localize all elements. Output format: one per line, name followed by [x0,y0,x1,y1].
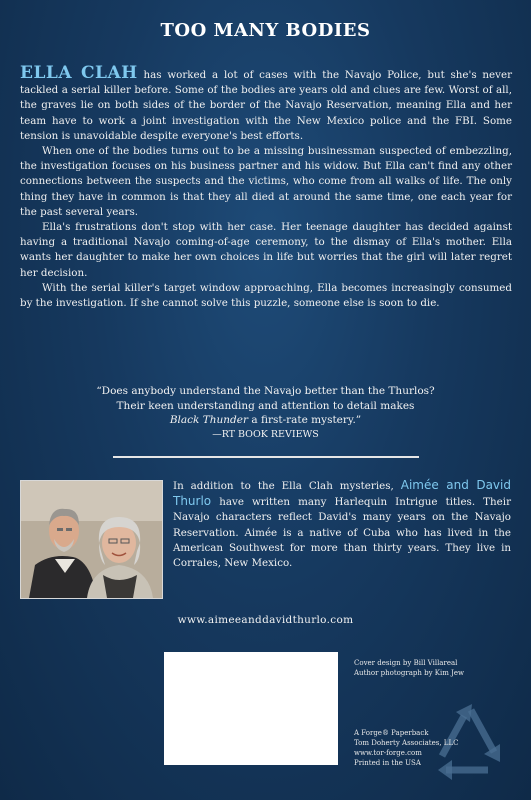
quote-source: —RT BOOK REVIEWS [212,428,319,440]
author-bio-intro: In addition to the Ella Clah mysteries, [173,480,401,492]
synopsis-paragraph-1 [20,63,512,144]
author-photo [20,480,163,599]
publisher-info [354,728,504,768]
quote-line-3-text: a first-rate mystery.” [248,414,362,427]
author-names: Aimée and David Thurlo [173,478,511,509]
synopsis [20,63,512,311]
synopsis-paragraph-1-text: has worked a lot of cases with the Navajo Police, but she's never tackled a serial killer before. Some of the bodies are years old and clues are few. Worst of all, the graves lie on both sides of the border of the Navajo Reservation, meaning Ella and her team have to work a joint investigation with the New Mexico police and the FBI. Some tension is unavoidable despite everyone's best efforts. [20,69,512,142]
quoted-book-title: Black Thunder [169,414,249,427]
synopsis-paragraph-3: Ella's frustrations don't stop with her case. Her teenage daughter has decided against having a traditional Navajo coming-of-age ceremony, to the dismay of Ella's mother. Ella wants her daughter to make her own choices in life but worries that the girl will later regret her decision. [20,221,512,279]
publisher-line-2: Tom Doherty Associates, LLC [354,739,459,747]
section-divider [113,456,419,458]
synopsis-paragraph-2: When one of the bodies turns out to be a missing businessman suspected of embezzling, the investigation focuses on his business partner and his widow. But Ella can't find any other connections between the suspects and the victims, who come from all walks of life. The only thing they have in common is that they all died at around the same time, one each year for the past several years. [20,145,512,218]
author-website[interactable]: www.aimeeanddavidthurlo.com [177,614,354,626]
review-quote [40,384,491,442]
quote-line-2: Their keen understanding and attention to detail makes [116,399,415,412]
book-title: TOO MANY BODIES [160,20,371,41]
protagonist-name: ELLA CLAH [20,63,138,83]
publisher-website[interactable]: www.tor-forge.com [354,749,422,757]
printed-in: Printed in the USA [354,759,421,767]
synopsis-paragraph-4: With the serial killer's target window approaching, Ella becomes increasingly consumed by the investigation. If she cannot solve this puzzle, someone else is soon to die. [20,281,512,310]
cover-design-credit: Cover design by Bill Villareal [354,659,458,667]
author-photo-credit: Author photograph by Kim Jew [354,669,465,677]
author-bio-text: have written many Harlequin Intrigue titles. Their Navajo characters reflect David's many years on the Navajo Reservation. Aimée is a native of Cuba who has lived in the American Southwest for more than thirty years. They live in Corrales, New Mexico. [173,496,511,570]
author-bio [173,478,511,571]
quote-line-1: “Does anybody understand the Navajo better than the Thurlos? [96,385,435,397]
barcode-area [164,652,338,765]
author-photo-illustration [21,481,162,598]
publisher-line-1: A Forge® Paperback [354,729,429,737]
quote-line-3 [40,413,491,428]
cover-credits [354,658,504,678]
